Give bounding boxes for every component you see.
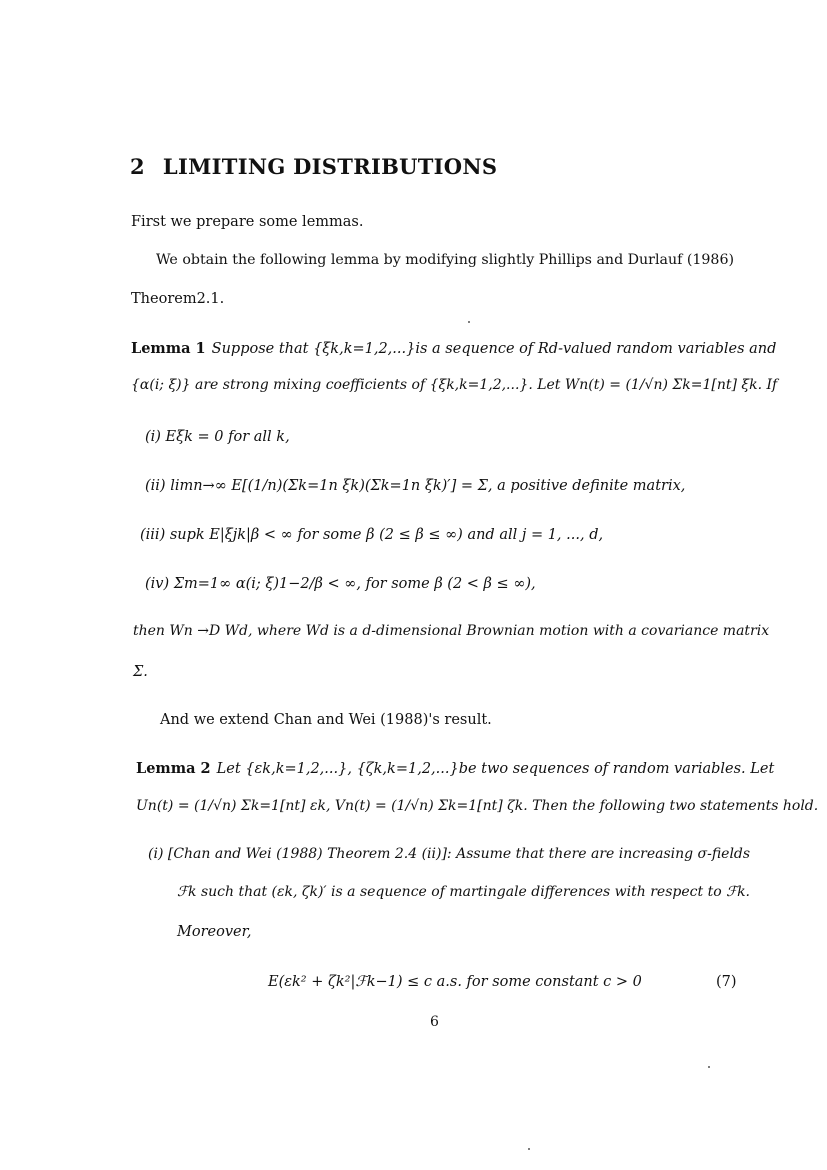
lemma2-line2: Un(t) = (1/√n) Σk=1[nt] εk, Vn(t) = (1/√n) Σk=1[nt] ζk. Then the following two statements hold. xyxy=(136,798,819,814)
intro-paragraph: First we prepare some lemmas. xyxy=(131,214,364,230)
scan-speck xyxy=(708,1066,710,1068)
extend-paragraph: And we extend Chan and Wei (1988)'s result. xyxy=(160,712,492,728)
lemma2-item-i-line3: Moreover, xyxy=(177,924,252,940)
lemma2-line1 xyxy=(136,760,774,777)
lemma1-line2: {α(i; ξ)} are strong mixing coefficients of {ξk,k=1,2,...}. Let Wn(t) = (1/√n) Σk=1[nt] ξk. If xyxy=(131,377,778,393)
obtain-paragraph-line2: Theorem2.1. xyxy=(131,291,225,307)
lemma1-condition-ii: (ii) limn→∞ E[(1/n)(Σk=1n ξk)(Σk=1n ξk)′] = Σ, a positive definite matrix, xyxy=(145,478,686,494)
equation-7: E(εk² + ζk²|ℱk−1) ≤ c a.s. for some constant c > 0 xyxy=(268,974,642,990)
lemma1-condition-iv: (iv) Σm=1∞ α(i; ξ)1−2/β < ∞, for some β (2 < β ≤ ∞), xyxy=(145,576,536,592)
lemma1-statement-line1: Suppose that {ξk,k=1,2,...}is a sequence of Rd-valued random variables and xyxy=(211,341,777,357)
page-number: 6 xyxy=(430,1014,439,1030)
obtain-paragraph-line1: We obtain the following lemma by modifying slightly Phillips and Durlauf (1986) xyxy=(156,252,735,268)
lemma1-conclusion-line1: then Wn →D Wd, where Wd is a d-dimensional Brownian motion with a covariance matrix xyxy=(133,623,770,639)
section-number: 2 xyxy=(130,154,145,179)
lemma2-item-i-line1: (i) [Chan and Wei (1988) Theorem 2.4 (ii)]: Assume that there are increasing σ-fields xyxy=(148,846,751,862)
lemma2-item-i-line2: ℱk such that (εk, ζk)′ is a sequence of martingale differences with respect to ℱk. xyxy=(177,884,751,900)
scan-speck xyxy=(528,1148,530,1150)
lemma1-condition-iii: (iii) supk E|ξjk|β < ∞ for some β (2 ≤ β ≤ ∞) and all j = 1, ..., d, xyxy=(140,527,604,543)
lemma1-line1 xyxy=(131,340,776,357)
equation-number: (7) xyxy=(716,974,737,990)
lemma1-label: Lemma 1 xyxy=(131,340,206,357)
lemma2-statement-line1: Let {εk,k=1,2,...}, {ζk,k=1,2,...}be two sequences of random variables. Let xyxy=(216,761,775,777)
scan-speck xyxy=(468,321,470,323)
lemma1-condition-i: (i) Eξk = 0 for all k, xyxy=(145,429,290,445)
lemma2-label: Lemma 2 xyxy=(136,760,211,777)
section-heading xyxy=(130,154,497,179)
section-title: LIMITING DISTRIBUTIONS xyxy=(162,154,498,179)
lemma1-conclusion-line2: Σ. xyxy=(133,664,148,680)
